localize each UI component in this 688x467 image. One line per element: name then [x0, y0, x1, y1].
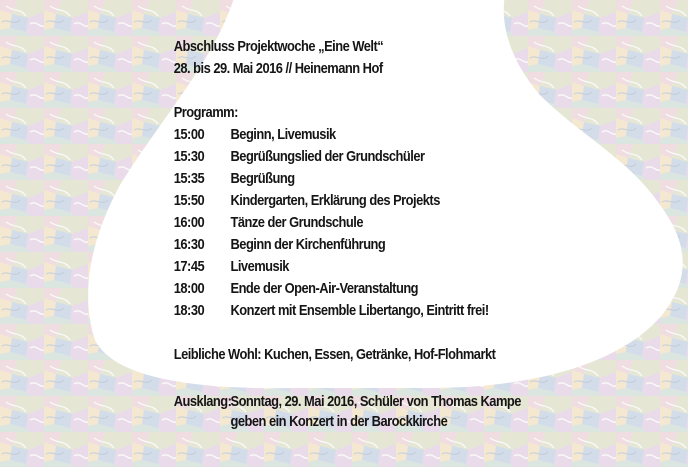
schedule-time: 18:00: [173, 280, 205, 297]
closing-line-2: geben ein Konzert in der Barockkirche: [230, 413, 448, 430]
event-title: Abschluss Projektwoche „Eine Welt“: [173, 38, 384, 55]
schedule-time: 15:35: [173, 170, 205, 187]
schedule-row: [174, 258, 688, 276]
schedule-activity: Livemusik: [230, 258, 289, 275]
schedule-row: [174, 148, 688, 166]
schedule-activity: Beginn, Livemusik: [230, 126, 336, 143]
schedule-time: 15:50: [173, 192, 205, 209]
program-heading: Programm:: [173, 104, 238, 121]
schedule-row: [174, 302, 688, 320]
schedule-activity: Tänze der Grundschule: [230, 214, 364, 231]
schedule-activity: Begrüßungslied der Grundschüler: [230, 148, 425, 165]
schedule-time: 16:30: [173, 236, 205, 253]
schedule-time: 18:30: [173, 302, 205, 319]
schedule-time: 15:00: [173, 126, 205, 143]
closing-label: Ausklang:: [173, 393, 232, 410]
schedule-activity: Beginn der Kirchenführung: [230, 236, 386, 253]
schedule-activity: Begrüßung: [230, 170, 295, 187]
food-info: Leibliche Wohl: Kuchen, Essen, Getränke, Hof-Flohmarkt: [173, 346, 496, 363]
schedule-time: 16:00: [173, 214, 205, 231]
event-date-location: 28. bis 29. Mai 2016 // Heinemann Hof: [173, 60, 383, 77]
schedule-row: [174, 170, 688, 188]
schedule-activity: Kindergarten, Erklärung des Projekts: [230, 192, 440, 209]
closing-line-1: Sonntag, 29. Mai 2016, Schüler von Thomas Kampe: [230, 393, 521, 410]
schedule-row: [174, 192, 688, 210]
schedule-time: 17:45: [173, 258, 205, 275]
schedule-row: [174, 280, 688, 298]
schedule-row: [174, 126, 688, 144]
schedule-activity: Konzert mit Ensemble Libertango, Eintritt frei!: [230, 302, 489, 319]
schedule-time: 15:30: [173, 148, 205, 165]
schedule-row: [174, 214, 688, 232]
schedule-activity: Ende der Open-Air-Veranstaltung: [230, 280, 419, 297]
schedule-row: [174, 236, 688, 254]
